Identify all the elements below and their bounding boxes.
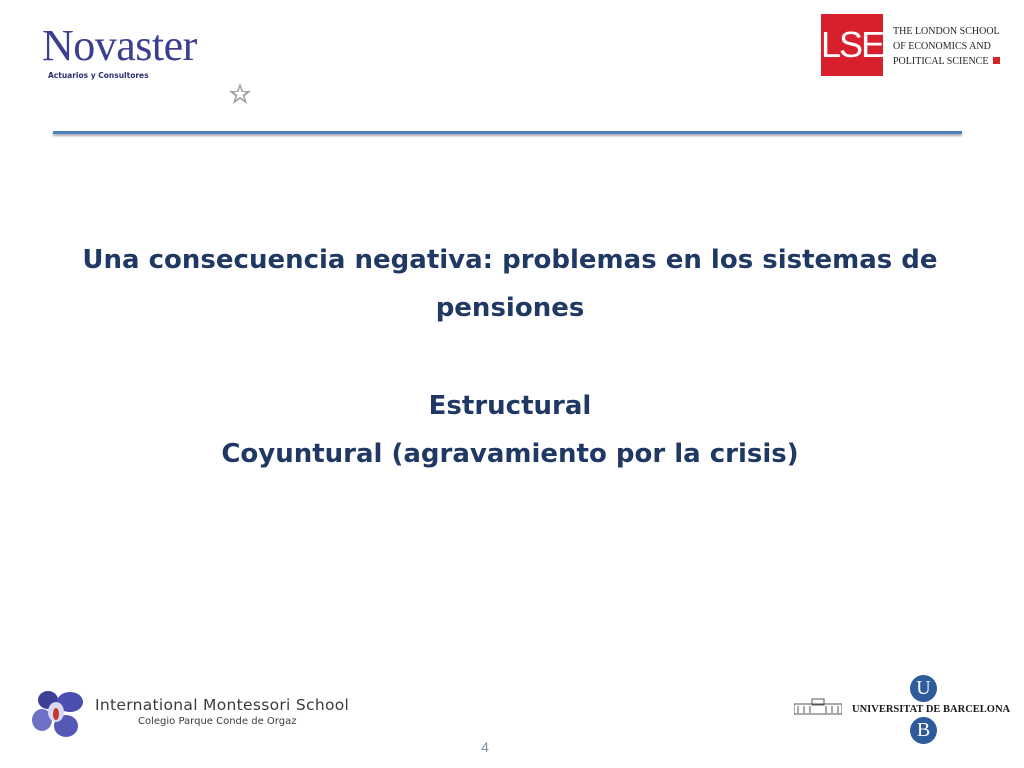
montessori-subtitle: Colegio Parque Conde de Orgaz bbox=[138, 716, 297, 727]
ub-letter-b: B bbox=[910, 717, 937, 744]
item-coyuntural: Coyuntural (agravamiento por la crisis) bbox=[221, 439, 799, 469]
montessori-name: International Montessori School bbox=[95, 696, 350, 714]
lse-name-line: OF ECONOMICS AND bbox=[893, 41, 991, 52]
lse-name-line: THE LONDON SCHOOL bbox=[893, 26, 1000, 37]
page-number: 4 bbox=[481, 739, 489, 755]
building-icon bbox=[794, 696, 842, 716]
slide-content bbox=[60, 236, 960, 478]
ub-logo bbox=[792, 673, 1011, 749]
ub-name: UNIVERSITAT DE BARCELONA bbox=[852, 704, 1011, 715]
lse-mark: LSE bbox=[821, 14, 883, 76]
lse-logo bbox=[821, 14, 1001, 76]
item-estructural: Estructural bbox=[428, 391, 592, 421]
lse-name-line: POLITICAL SCIENCE bbox=[893, 54, 1000, 69]
ub-letter-u: U bbox=[910, 675, 937, 702]
montessori-logo bbox=[30, 686, 360, 746]
lse-name bbox=[893, 24, 1000, 69]
novaster-logo bbox=[42, 21, 232, 84]
slide-title-line-2: pensiones bbox=[435, 293, 585, 323]
square-icon bbox=[993, 57, 1000, 64]
star-icon bbox=[228, 82, 252, 106]
novaster-wordmark: Novaster bbox=[42, 21, 197, 70]
novaster-tagline: Actuarios y Consultores bbox=[48, 71, 149, 80]
slide-title-line-1: Una consecuencia negativa: problemas en los sistemas de bbox=[82, 245, 938, 275]
flower-icon bbox=[30, 686, 88, 742]
header-divider bbox=[53, 131, 962, 134]
